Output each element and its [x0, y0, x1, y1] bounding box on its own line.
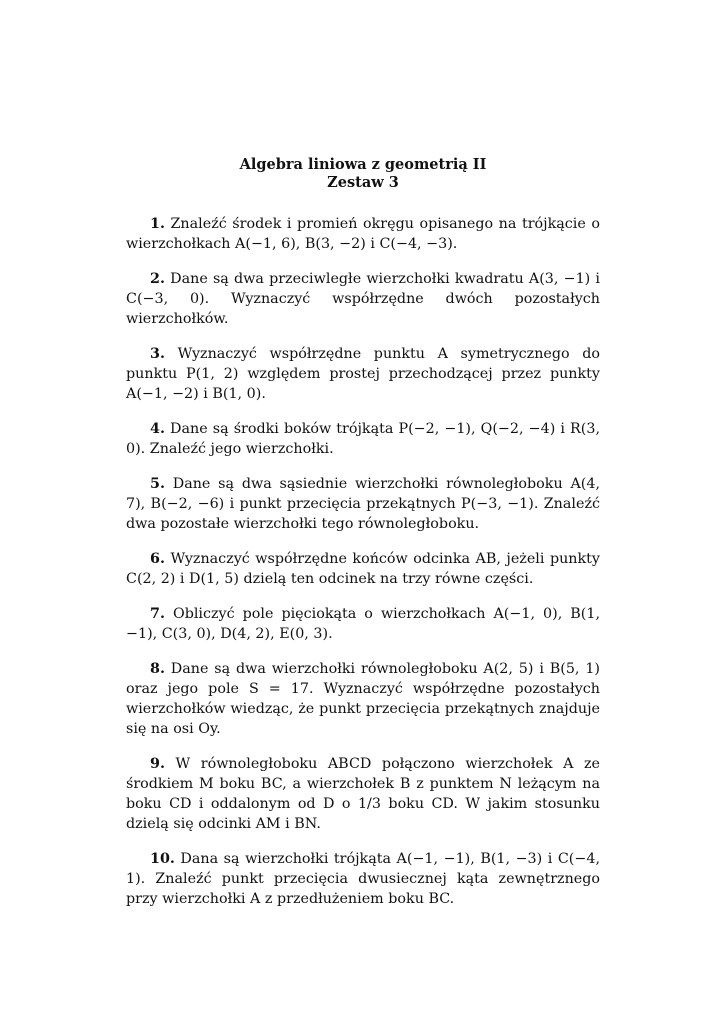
problem-number: 6. [150, 551, 165, 567]
problem-4 [126, 419, 600, 459]
document-title [126, 156, 600, 192]
problem-text: Wyznaczyć współrzędne punktu A symetrycznego do punktu P(1, 2) względem prostej przechodzącej przez punkty A(−1, −2) i B(1, 0). [126, 346, 601, 402]
problem-text: Obliczyć pole pięciokąta o wierzchołkach A(−1, 0), B(1, −1), C(3, 0), D(4, 2), E(0, 3). [126, 606, 600, 642]
problem-number: 10. [150, 851, 175, 867]
problem-text: Dane są dwa sąsiednie wierzchołki równoległoboku A(4, 7), B(−2, −6) i punkt przecięcia przekątnych P(−3, −1). Znaleźć dwa pozostałe wierzchołki tego równoległoboku. [126, 476, 600, 532]
problem-number: 8. [150, 661, 165, 677]
problem-8 [126, 659, 600, 739]
problem-text: W równoległoboku ABCD połączono wierzchołek A ze środkiem M boku BC, a wierzchołek B z punktem N leżącym na boku CD i oddalonym od D o 1/3 boku CD. W jakim stosunku dzielą się odcinki AM i BN. [126, 756, 600, 832]
problem-3 [126, 344, 600, 404]
problem-number: 7. [150, 606, 165, 622]
problem-number: 5. [150, 476, 165, 492]
problem-2 [126, 269, 600, 329]
problem-text: Znaleźć środek i promień okręgu opisanego na trójkącie o wierzchołkach A(−1, 6), B(3, −2) i C(−4, −3). [126, 216, 600, 252]
problem-text: Dana są wierzchołki trójkąta A(−1, −1), B(1, −3) i C(−4, 1). Znaleźć punkt przecięcia dwusiecznej kąta zewnętrznego przy wierzchołki A z przedłużeniem boku BC. [126, 851, 601, 907]
problem-number: 2. [150, 271, 165, 287]
title-line-2: Zestaw 3 [327, 174, 399, 191]
title-line-1: Algebra liniowa z geometrią II [239, 156, 487, 173]
problem-text: Dane są dwa wierzchołki równoległoboku A(2, 5) i B(5, 1) oraz jego pole S = 17. Wyznaczyć współrzędne pozostałych wierzchołków wiedząc, że punkt przecięcia przekątnych znajduje się na osi Oy. [126, 661, 600, 737]
problem-list [126, 214, 600, 909]
problem-number: 9. [150, 756, 165, 772]
document-page [126, 156, 600, 924]
problem-1 [126, 214, 600, 254]
problem-text: Wyznaczyć współrzędne końców odcinka AB, jeżeli punkty C(2, 2) i D(1, 5) dzielą ten odcinek na trzy równe części. [126, 551, 600, 587]
problem-text: Dane są dwa przeciwległe wierzchołki kwadratu A(3, −1) i C(−3, 0). Wyznaczyć współrzędne dwóch pozostałych wierzchołków. [126, 271, 601, 327]
problem-5 [126, 474, 600, 534]
problem-number: 1. [150, 216, 165, 232]
problem-number: 3. [150, 346, 165, 362]
problem-7 [126, 604, 600, 644]
problem-10 [126, 849, 600, 909]
problem-9 [126, 754, 600, 834]
problem-number: 4. [150, 421, 165, 437]
problem-6 [126, 549, 600, 589]
problem-text: Dane są środki boków trójkąta P(−2, −1), Q(−2, −4) i R(3, 0). Znaleźć jego wierzchołki. [126, 421, 600, 457]
